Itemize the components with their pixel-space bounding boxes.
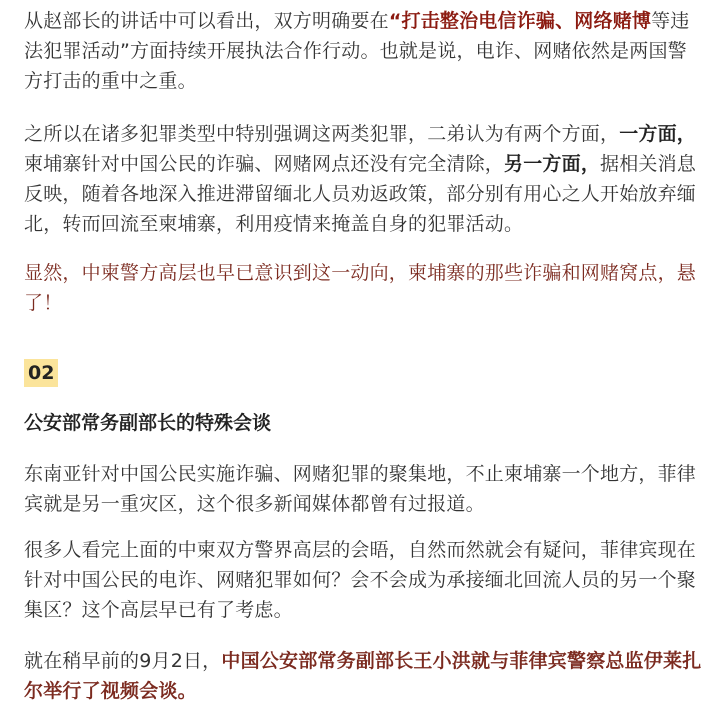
paragraph-6-bold: 中国公安部常务副部长王小洪就与菲律宾警察总监伊莱扎尔举行了视频会谈。 [24, 650, 702, 702]
section-title: 公安部常务副部长的特殊会谈 [24, 412, 272, 434]
paragraph-2-bold-a: 一方面， [619, 123, 697, 145]
paragraph-1-highlight: “打击整治电信诈骗、网络赌博 [388, 10, 652, 32]
paragraph-4: 东南亚针对中国公民实施诈骗、网赌犯罪的聚集地，不止柬埔寨一个地方，菲律宾就是另一重灾区，这个很多新闻媒体都曾有过报道。 [24, 463, 697, 515]
paragraph-2-bold-b: 另一方面， [504, 153, 601, 175]
paragraph-1-text-a: 从赵部长的讲话中可以看出，双方明确要在 [24, 10, 389, 32]
paragraph-2 [24, 119, 704, 239]
paragraph-6-text: 就在稍早前的9月2日， [24, 650, 222, 672]
paragraph-3-highlighted: 显然，中柬警方高层也早已意识到这一动向，柬埔寨的那些诈骗和网赌窝点，悬了！ [24, 262, 697, 314]
paragraph-2-text-c: 据相关消息反映，随着各地深入推进滞留缅北人员劝返政策，部分别有用心之人开始放弃缅北，转而回流至柬埔寨，利用疫情来掩盖自身的犯罪活动。 [24, 153, 697, 235]
paragraph-5: 很多人看完上面的中柬双方警界高层的会晤，自然而然就会有疑问，菲律宾现在针对中国公民的电诈、网赌犯罪如何？会不会成为承接缅北回流人员的另一个聚集区？这个高层早已有了考虑。 [24, 539, 697, 621]
paragraph-1-text-b: 等违法犯罪活动”方面持续开展执法合作行动。也就是说，电诈、网赌依然是两国警方打击的重中之重。 [24, 10, 690, 92]
paragraph-1 [24, 6, 704, 96]
paragraph-2-text-a: 之所以在诸多犯罪类型中特别强调这两类犯罪，二弟认为有两个方面， [24, 123, 620, 145]
section-number-badge: 02 [24, 359, 58, 387]
paragraph-2-text-b: 柬埔寨针对中国公民的诈骗、网赌网点还没有完全清除， [24, 153, 505, 175]
paragraph-6 [24, 646, 704, 706]
